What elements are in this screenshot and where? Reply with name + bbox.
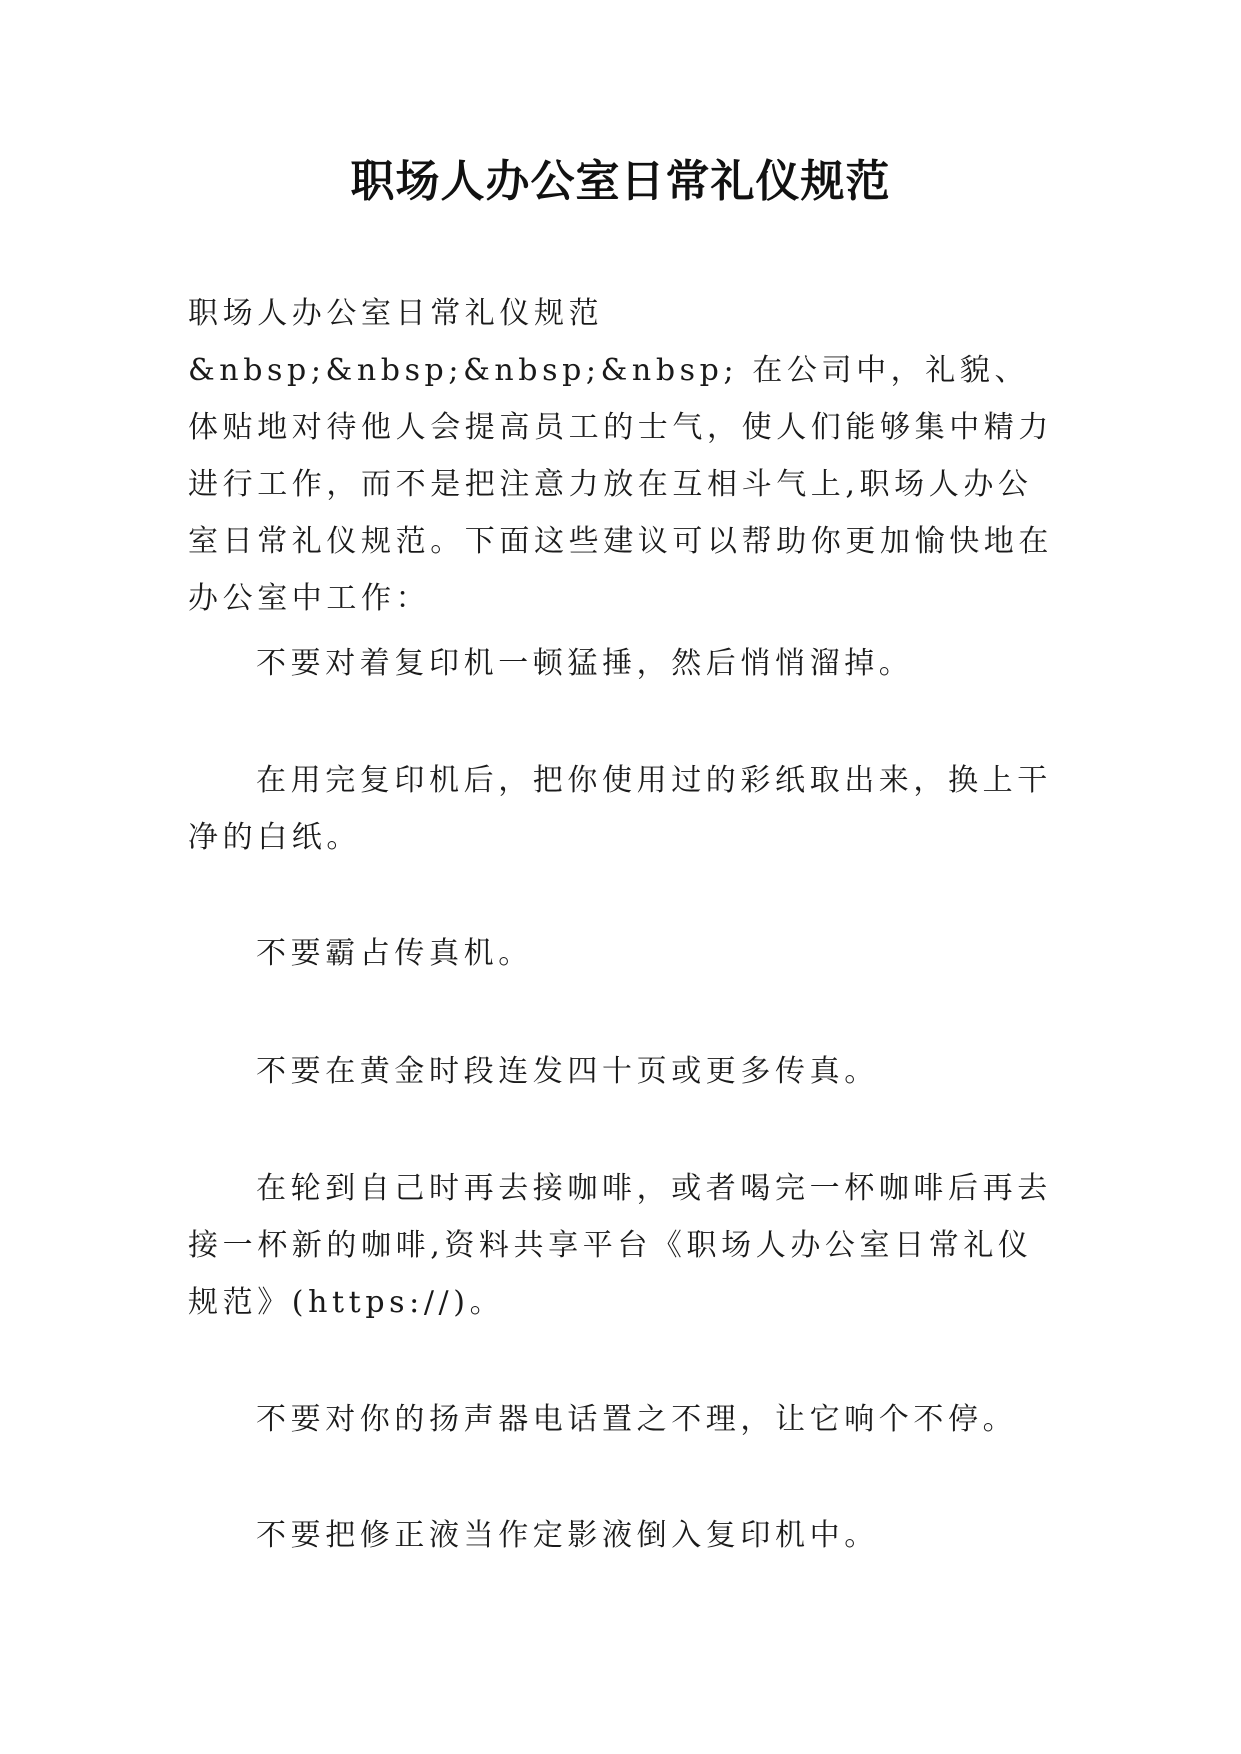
- document-subtitle: 职场人办公室日常礼仪规范: [188, 296, 604, 331]
- document-title: 职场人办公室日常礼仪规范: [350, 156, 891, 207]
- paragraph-3: 不要霸占传真机。: [256, 936, 533, 971]
- paragraph-6: 不要对你的扬声器电话置之不理，让它响个不停。: [256, 1402, 1018, 1437]
- intro-paragraph: &nbsp;&nbsp;&nbsp;&nbsp; 在公司中，礼貌、体贴地对待他人会提高员工的士气，使人们能够集中精力进行工作，而不是把注意力放在互相斗气上,职场人办公室日常礼仪规范。下面这些建议可以帮助你更加愉快地在办公室中工作：: [188, 353, 1053, 616]
- paragraph-7: 不要把修正液当作定影液倒入复印机中。: [256, 1518, 879, 1553]
- paragraph-2: 在用完复印机后，把你使用过的彩纸取出来，换上干净的白纸。: [188, 763, 1052, 855]
- paragraph-4: 不要在黄金时段连发四十页或更多传真。: [256, 1054, 879, 1089]
- paragraph-5: 在轮到自己时再去接咖啡，或者喝完一杯咖啡后再去接一杯新的咖啡,资料共享平台《职场人办公室日常礼仪规范》(https://)。: [188, 1171, 1052, 1320]
- paragraph-1: 不要对着复印机一顿猛捶，然后悄悄溜掉。: [256, 646, 914, 681]
